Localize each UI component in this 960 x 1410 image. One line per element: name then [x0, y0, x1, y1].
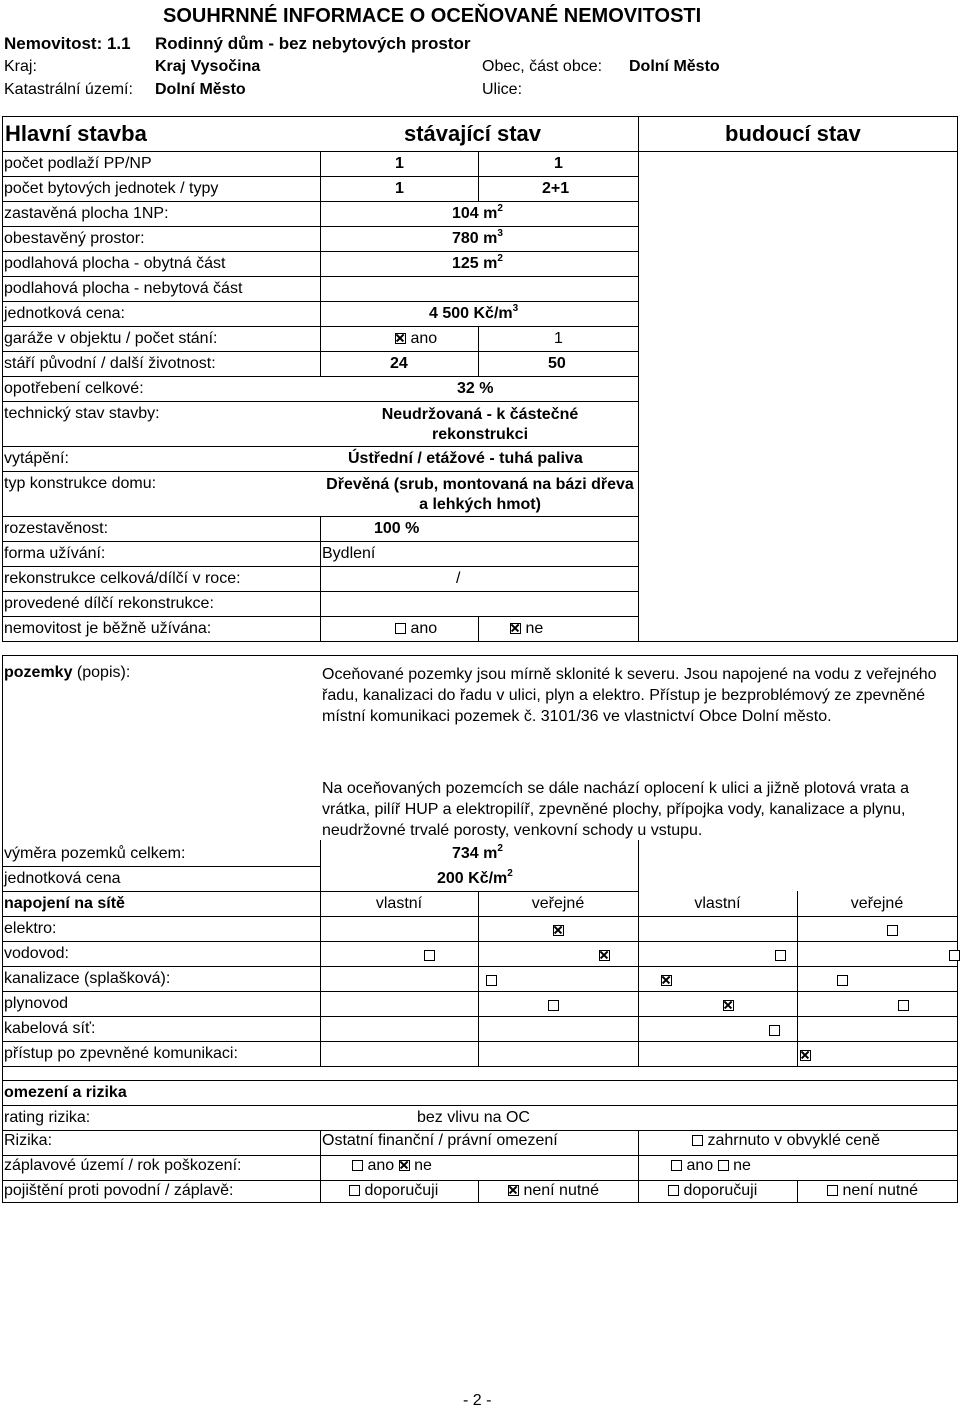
future-state-header: budoucí stav: [725, 121, 861, 146]
risk-value: Ostatní finanční / právní omezení: [322, 1132, 558, 1149]
insurance-recommend[interactable]: doporučuji: [349, 1182, 438, 1200]
units-type: 2+1: [542, 180, 570, 197]
insurance-not-needed[interactable]: není nutné: [508, 1182, 599, 1200]
utility-road-label: přístup po zpevněné komunikaci:: [4, 1045, 238, 1062]
risk-future-checkbox[interactable]: [692, 1135, 703, 1146]
property-value: Rodinný dům - bez nebytových prostor: [155, 34, 471, 53]
insurance-future-not-needed[interactable]: není nutné: [827, 1182, 918, 1200]
reconstruction-value: /: [456, 570, 461, 587]
built-area-value: 104 $m^2$: [452, 203, 503, 222]
municipality-label: Obec, část obce:: [482, 58, 603, 75]
utilities-col-own-future: vlastní: [694, 895, 741, 912]
construction-label: typ konstrukce domu:: [4, 475, 157, 492]
page-number: - 2 -: [463, 1392, 492, 1409]
volume-label: obestavěný prostor:: [4, 230, 145, 247]
utility-water-label: vodovod:: [4, 945, 69, 962]
flood-future-yes-checkbox[interactable]: [671, 1160, 682, 1171]
cadastral-value: Dolní Město: [155, 81, 246, 98]
tech-value: Neudržovaná - k částečné rekonstrukci: [381, 406, 579, 443]
sewer-own-future-checkbox[interactable]: [837, 975, 848, 986]
in-use-label: nemovitost je běžně užívána:: [4, 620, 212, 637]
flood-future-no-checkbox[interactable]: [718, 1160, 729, 1171]
in-use-yes-checkbox[interactable]: [395, 623, 406, 634]
utility-sewer-label: kanalizace (splašková):: [4, 970, 171, 987]
utilities-col-own-current: vlastní: [375, 895, 423, 912]
electric-public-checkbox[interactable]: [553, 925, 564, 936]
land-description: Oceňované pozemky jsou mírně sklonité k severu. Jsou napojené na vodu z veřejného řadu, kanalizaci do řadu v ulici, plyn a elektro. Přístup je bezproblémový ze zpevněné místní komunikaci pozemek č. 3101/36 ve vlastnictví Obce Dolní město.: [322, 666, 937, 725]
wear-label: opotřebení celkové:: [4, 380, 144, 397]
garage-spaces: 1: [554, 330, 563, 347]
street-label: Ulice:: [482, 81, 523, 98]
region-value: Kraj Vysočina: [155, 58, 261, 75]
utility-cable-label: kabelová síť:: [4, 1020, 96, 1037]
risk-future[interactable]: zahrnuto v obvyklé ceně: [692, 1132, 880, 1150]
flood-current[interactable]: ano ne: [352, 1157, 432, 1175]
floor-res-label: podlahová plocha - obytná část: [4, 255, 226, 272]
utility-gas-label: plynovod: [4, 995, 69, 1012]
insurance-label: pojištění proti povodní / záplavě:: [4, 1182, 234, 1199]
water-public-future-checkbox[interactable]: [949, 950, 960, 961]
gas-own-future-checkbox[interactable]: [898, 1000, 909, 1011]
utilities-col-public-current: veřejné: [531, 895, 585, 912]
heating-value: Ústřední / etážové - tuhá paliva: [348, 450, 583, 467]
age-label: stáří původní / další životnost:: [4, 355, 216, 372]
units-label: počet bytových jednotek / typy: [4, 180, 219, 197]
tech-label: technický stav stavby:: [4, 405, 160, 422]
water-public-checkbox[interactable]: [599, 950, 610, 961]
water-own-future-checkbox[interactable]: [775, 950, 786, 961]
floor-res-value: 125 $m^2$: [452, 253, 503, 272]
utilities-col-public-future: veřejné: [850, 895, 904, 912]
completion-value: 100 %: [374, 520, 420, 537]
land-area-value: 734 $m^2$: [452, 843, 503, 862]
use-label: forma užívání:: [4, 545, 106, 562]
sewer-own-checkbox[interactable]: [486, 975, 497, 986]
electric-public-future-checkbox[interactable]: [887, 925, 898, 936]
cable-public-checkbox[interactable]: [769, 1025, 780, 1036]
insurance-future-recommend[interactable]: doporučuji: [668, 1182, 757, 1200]
cadastral-label: Katastrální území:: [4, 81, 133, 98]
insurance-future-not-needed-checkbox[interactable]: [827, 1185, 838, 1196]
insurance-future-recommend-checkbox[interactable]: [668, 1185, 679, 1196]
floors-label: počet podlaží PP/NP: [4, 155, 152, 172]
land-label: pozemky (popis):: [4, 664, 131, 681]
life-value: 50: [548, 355, 566, 372]
floors-np: 1: [554, 155, 563, 172]
risks-header: omezení a rizika: [4, 1084, 127, 1101]
completion-label: rozestavěnost:: [4, 520, 109, 537]
current-state-header: stávající stav: [404, 121, 541, 146]
risk-rating-value: bez vlivu na OC: [417, 1109, 530, 1126]
partial-rec-label: provedené dílčí rekonstrukce:: [4, 595, 214, 612]
water-own-checkbox[interactable]: [424, 950, 435, 961]
municipality-value: Dolní Město: [629, 58, 720, 75]
built-area-label: zastavěná plocha 1NP:: [4, 205, 169, 222]
in-use-yes[interactable]: ano: [395, 620, 437, 638]
building-header: Hlavní stavba: [5, 121, 147, 146]
reconstruction-label: rekonstrukce celková/dílčí v roce:: [4, 570, 241, 587]
insurance-recommend-checkbox[interactable]: [349, 1185, 360, 1196]
utilities-header: napojení na sítě: [4, 895, 125, 912]
land-area-label: výměra pozemků celkem:: [4, 845, 186, 862]
flood-no-checkbox[interactable]: [399, 1160, 410, 1171]
sewer-public-checkbox[interactable]: [661, 975, 672, 986]
flood-yes-checkbox[interactable]: [352, 1160, 363, 1171]
land-price-value: 200 $Kč/m^2$: [437, 868, 513, 887]
floor-nonres-label: podlahová plocha - nebytová část: [4, 280, 243, 297]
flood-label: záplavové území / rok poškození:: [4, 1157, 242, 1174]
wear-value: 32 %: [457, 380, 494, 397]
volume-value: 780 $m^3$: [452, 228, 503, 247]
unit-price-value: 4 500 $Kč/m^3$: [429, 303, 519, 322]
region-label: Kraj:: [4, 58, 37, 75]
property-label: Nemovitost: 1.1: [4, 34, 131, 53]
gas-own-checkbox[interactable]: [548, 1000, 559, 1011]
garage-label: garáže v objektu / počet stání:: [4, 330, 218, 347]
heating-label: vytápění:: [4, 450, 69, 467]
floors-pp: 1: [395, 155, 404, 172]
units-count: 1: [395, 180, 404, 197]
age-value: 24: [390, 355, 408, 372]
garage-checkbox[interactable]: [395, 333, 406, 344]
in-use-no-checkbox[interactable]: [510, 623, 521, 634]
garage-option[interactable]: ano: [395, 330, 437, 348]
flood-future[interactable]: ano ne: [671, 1157, 751, 1175]
risk-label: Rizika:: [4, 1132, 53, 1149]
in-use-no[interactable]: ne: [510, 620, 543, 638]
road-public-checkbox[interactable]: [800, 1050, 811, 1061]
insurance-not-needed-checkbox[interactable]: [508, 1185, 519, 1196]
land-price-label: jednotková cena: [4, 870, 121, 887]
page-title: SOUHRNNÉ INFORMACE O OCEŇOVANÉ NEMOVITOSTI: [163, 5, 702, 27]
unit-price-label: jednotková cena:: [4, 305, 125, 322]
use-value: Bydlení: [322, 545, 376, 562]
risk-rating-label: rating rizika:: [4, 1109, 91, 1126]
land-description-extra: Na oceňovaných pozemcích se dále nachází oplocení k ulici a jižně plotová vrata a vrátka, pilíř HUP a elektropilíř, zpevněné plochy, přípojka vody, kanalizace a plynu, neudržovné trvalé porosty, venkovní schody u vstupu.: [322, 780, 910, 839]
utility-electric-label: elektro:: [4, 920, 57, 937]
gas-public-checkbox[interactable]: [723, 1000, 734, 1011]
construction-value: Dřevěná (srub, montovaná na bázi dřeva a lehkých hmot): [326, 476, 634, 513]
